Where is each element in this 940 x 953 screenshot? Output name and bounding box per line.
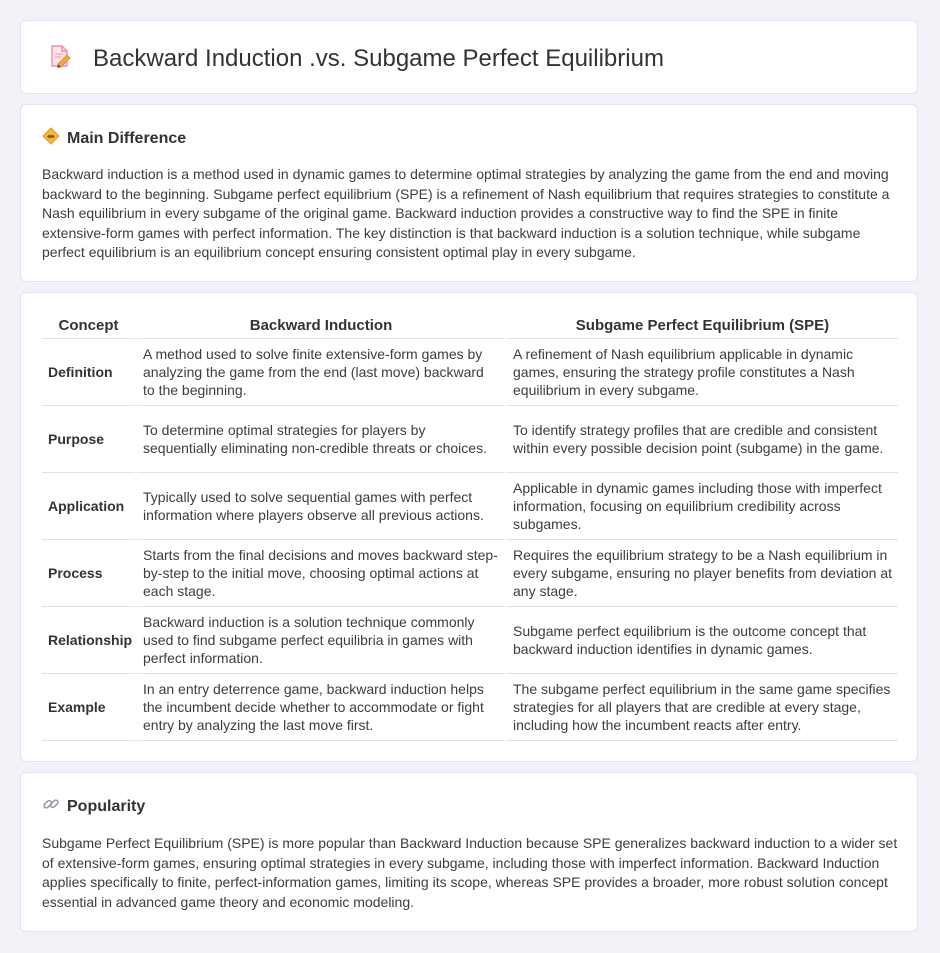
table-row	[42, 607, 898, 674]
handshake-icon	[42, 127, 60, 150]
header-backward-induction: Backward Induction	[136, 313, 506, 339]
title-row	[47, 43, 664, 74]
header-concept: Concept	[42, 313, 136, 339]
row-label: Purpose	[42, 406, 136, 473]
popularity-text: Subgame Perfect Equilibrium (SPE) is more popular than Backward Induction because SPE generalizes backward induction to a wider set of extensive-form games, ensuring optimal strategies in every subgame, including those with imperfect information. Backward Induction applies specifically to finite, perfect-information games, limiting its scope, whereas SPE provides a broader, more robust solution concept essential in advanced game theory and economic modeling.	[42, 835, 898, 910]
popularity-heading	[42, 795, 145, 818]
main-difference-card	[20, 104, 918, 282]
page-title: Backward Induction .vs. Subgame Perfect Equilibrium	[93, 44, 664, 72]
backward-induction-cell: A method used to solve finite extensive-form games by analyzing the game from the end (last move) backward to the beginning.	[136, 339, 506, 406]
popularity-card	[20, 772, 918, 932]
row-label: Relationship	[42, 607, 136, 674]
main-difference-title: Main Difference	[67, 129, 187, 147]
link-icon	[42, 795, 60, 818]
spe-cell: Applicable in dynamic games including those with imperfect information, focusing on equilibrium credibility across subgames.	[506, 473, 898, 540]
table-row	[42, 406, 898, 473]
row-label: Process	[42, 540, 136, 607]
backward-induction-cell: Backward induction is a solution technique commonly used to find subgame perfect equilibria in games with perfect information.	[136, 607, 506, 674]
row-label: Definition	[42, 339, 136, 406]
table-row	[42, 674, 898, 741]
header-spe: Subgame Perfect Equilibrium (SPE)	[506, 313, 898, 339]
backward-induction-cell: In an entry deterrence game, backward induction helps the incumbent decide whether to accommodate or fight entry by analyzing the last move first.	[136, 674, 506, 741]
spe-cell: The subgame perfect equilibrium in the same game specifies strategies for all players that are credible at every stage, including how the incumbent reacts after entry.	[506, 674, 898, 741]
backward-induction-cell: To determine optimal strategies for players by sequentially eliminating non-credible threats or choices.	[136, 406, 506, 473]
spe-cell: To identify strategy profiles that are credible and consistent within every possible decision point (subgame) in the game.	[506, 406, 898, 473]
backward-induction-cell: Starts from the final decisions and moves backward step-by-step to the initial move, choosing optimal actions at each stage.	[136, 540, 506, 607]
spe-cell: Subgame perfect equilibrium is the outcome concept that backward induction identifies in dynamic games.	[506, 607, 898, 674]
main-difference-heading	[42, 127, 186, 150]
row-label: Application	[42, 473, 136, 540]
popularity-title: Popularity	[67, 797, 146, 815]
row-label: Example	[42, 674, 136, 741]
table-row	[42, 473, 898, 540]
main-difference-text: Backward induction is a method used in dynamic games to determine optimal strategies by analyzing the game from the end and moving backward to the beginning. Subgame perfect equilibrium (SPE) is a refinement of Nash equilibrium that requires strategies to constitute a Nash equilibrium in every subgame of the original game. Backward induction provides a constructive way to find the SPE in finite extensive-form games with perfect information. The key distinction is that backward induction is a solution technique, while subgame perfect equilibrium is an equilibrium concept ensuring consistent optimal play in every subgame.	[42, 166, 890, 261]
table-row	[42, 540, 898, 607]
document-pencil-icon	[47, 43, 73, 74]
spe-cell: A refinement of Nash equilibrium applicable in dynamic games, ensuring the strategy profile constitutes a Nash equilibrium in every subgame.	[506, 339, 898, 406]
table-header-row	[42, 313, 898, 339]
comparison-table	[42, 313, 898, 741]
spe-cell: Requires the equilibrium strategy to be a Nash equilibrium in every subgame, ensuring no player benefits from deviation at any stage.	[506, 540, 898, 607]
title-card	[20, 20, 918, 94]
backward-induction-cell: Typically used to solve sequential games with perfect information where players observe all previous actions.	[136, 473, 506, 540]
comparison-card	[20, 292, 918, 762]
table-row	[42, 339, 898, 406]
